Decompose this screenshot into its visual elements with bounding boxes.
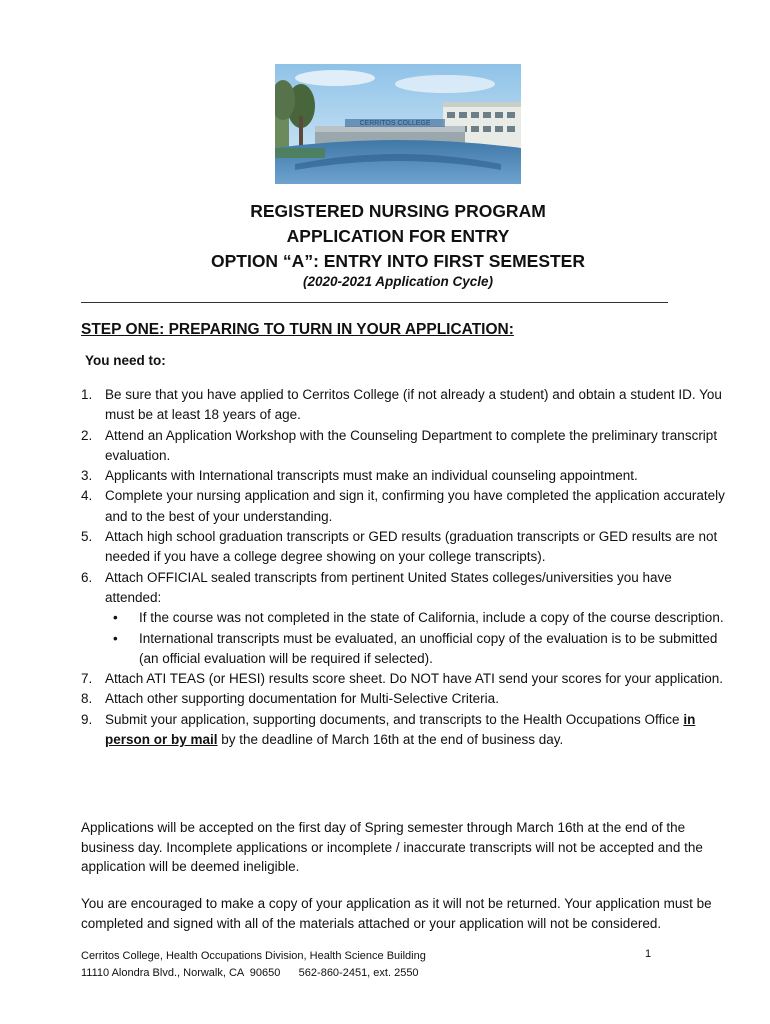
sub-list-item-text: International transcripts must be evaluated, an unofficial copy of the evaluation is to be submitted (an official evaluation will be required if selected). <box>139 630 718 666</box>
in-person-or-by-mail-emphasis: in person or by mail <box>105 711 696 748</box>
document-title-line-2: APPLICATION FOR ENTRY <box>286 226 510 246</box>
list-item-number: 9. <box>81 711 93 727</box>
list-item-text: Complete your nursing application and sign it, confirming you have completed the application accurately and to the best of your understanding. <box>105 488 725 524</box>
sub-list-item <box>105 629 731 670</box>
sub-list-item <box>105 608 731 628</box>
list-item-text-part: by the deadline of March 16th at the end of business day. <box>217 732 564 748</box>
list-item <box>81 527 731 568</box>
list-item-text <box>105 712 695 747</box>
list-item <box>81 486 731 527</box>
list-item-text: Attach OFFICIAL sealed transcripts from pertinent United States colleges/universities you have attended: <box>105 569 672 605</box>
list-item-number: 6. <box>81 569 93 585</box>
list-item <box>81 466 731 486</box>
list-item-number: 4. <box>81 488 93 504</box>
campus-photo-graphic <box>275 64 521 184</box>
list-item <box>81 689 731 709</box>
bullet-icon: • <box>113 610 118 626</box>
document-title-line-3: OPTION “A”: ENTRY INTO FIRST SEMESTER <box>210 251 585 271</box>
requirements-list <box>81 385 731 750</box>
list-item-number: 8. <box>81 691 93 707</box>
list-item-number: 7. <box>81 671 93 687</box>
footer-address-line-1: Cerritos College, Health Occupations Division, Health Science Building <box>81 950 426 962</box>
list-item-text-part: Submit your application, supporting documents, and transcripts to the Health Occupations Office <box>105 711 684 727</box>
list-item <box>81 669 731 689</box>
list-item <box>81 710 731 751</box>
you-need-to-label: You need to: <box>85 353 166 368</box>
sub-list-item-text: If the course was not completed in the state of California, include a copy of the course description. <box>139 610 724 626</box>
list-item-number: 3. <box>81 468 93 484</box>
list-item-text: Attach other supporting documentation for Multi-Selective Criteria. <box>105 691 499 707</box>
campus-photo <box>275 64 521 184</box>
acceptance-paragraph: Applications will be accepted on the first day of Spring semester through March 16th at the end of the business day. Incomplete applications or incomplete / inaccurate transcripts will not be accepted and the application will be deemed ineligible. <box>81 820 703 874</box>
list-item-text: Applicants with International transcripts must make an individual counseling appointment. <box>105 468 638 484</box>
list-item-text: Attach high school graduation transcripts or GED results (graduation transcripts or GED results are not needed if you have a college degree showing on your college transcripts). <box>105 529 718 565</box>
list-item-number: 5. <box>81 529 93 545</box>
list-item-number: 1. <box>81 387 93 402</box>
page-footer <box>81 948 661 982</box>
list-item <box>81 568 731 669</box>
footer-address-line-2: 11110 Alondra Blvd., Norwalk, CA 90650 562-860-2451, ext. 2550 <box>81 967 419 979</box>
page-number: 1 <box>645 948 652 960</box>
application-cycle: (2020-2021 Application Cycle) <box>302 274 494 289</box>
horizontal-rule <box>81 302 668 303</box>
list-item-text: Be sure that you have applied to Cerritos College (if not already a student) and obtain a student ID. You must be at least 18 years of age. <box>105 387 722 423</box>
step-one-heading: STEP ONE: PREPARING TO TURN IN YOUR APPLICATION: <box>81 321 514 338</box>
copy-notice-paragraph: You are encouraged to make a copy of your application as it will not be returned. Your application must be completed and signed with all of the materials attached or your application will not be considered. <box>81 896 712 931</box>
list-item-text: Attend an Application Workshop with the Counseling Department to complete the preliminary transcript evaluation. <box>105 427 718 463</box>
bullet-icon: • <box>113 630 118 646</box>
list-item <box>81 385 731 426</box>
list-item-text: Attach ATI TEAS (or HESI) results score sheet. Do NOT have ATI send your scores for your application. <box>105 671 724 687</box>
list-item-number: 2. <box>81 427 93 443</box>
document-title-line-1: REGISTERED NURSING PROGRAM <box>250 201 546 221</box>
list-item <box>81 426 731 467</box>
